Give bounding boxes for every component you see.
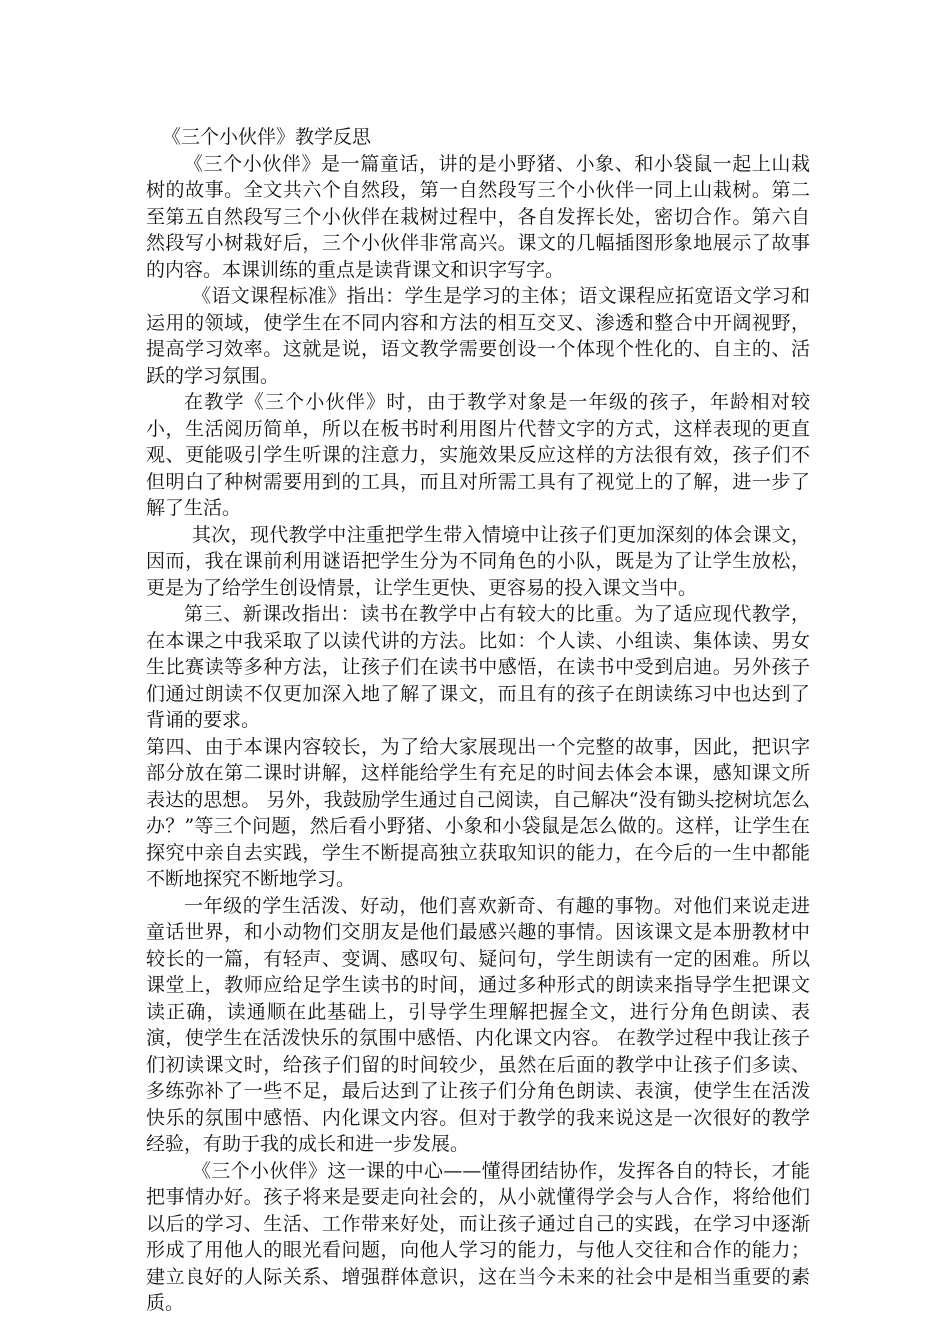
paragraph-conclusion: 《三个小伙伴》这一课的中心——懂得团结协作，发挥各自的特长，才能把事情办好。孩子将来是要走向社会的，从小就懂得学会与人合作，将给他们以后的学习、生活、工作带来好处，而让孩子通过自己的实践，在学习中逐渐形成了用他人的眼光看问题，向他人学习的能力，与他人交往和合作的能力；建立良好的人际关系、增强群体意识，这在当今未来的社会中是相当重要的素质。 [146,1159,810,1314]
paragraph-teaching-approach: 在教学《三个小伙伴》时，由于教学对象是一年级的孩子，年龄相对较小，生活阅历简单，所以在板书时利用图片代替文字的方式，这样表现的更直观、更能吸引学生听课的注意力，实施效果反应这样的方法很有效，孩子们不但明白了种树需要用到的工具，而且对所需工具有了视觉上的了解，进一步了解了生活。 [146,391,810,519]
paragraph-secondly: 其次，现代教学中注重把学生带入情境中让孩子们更加深刻的体会课文，因而，我在课前利用谜语把学生分为不同角色的小队，既是为了让学生放松，更是为了给学生创设情景，让学生更快、更容易的投入课文当中。 [146,523,810,599]
paragraph-intro: 《三个小伙伴》是一篇童话，讲的是小野猪、小象、和小袋鼠一起上山栽树的故事。全文共六个自然段，第一自然段写三个小伙伴一同上山栽树。第二至第五自然段写三个小伙伴在栽树过程中，各自发挥长处，密切合作。第六自然段写小树栽好后，三个小伙伴非常高兴。课文的几幅插图形象地展示了故事的内容。本课训练的重点是读背课文和识字写字。 [146,152,810,281]
paragraph-thirdly: 第三、新课改指出：读书在教学中占有较大的比重。为了适应现代教学，在本课之中我采取了以读代讲的方法。比如：个人读、小组读、集体读、男女生比赛读等多种方法，让孩子们在读书中感悟，在读书中受到启迪。另外孩子们通过朗读不仅更加深入地了解了课文，而且有的孩子在朗读练习中也达到了背诵的要求。 [146,603,810,731]
paragraph-fourthly: 第四、由于本课内容较长，为了给大家展现出一个完整的故事，因此，把识字部分放在第二课时讲解，这样能给学生有充足的时间去体会本课，感知课文所表达的思想。 另外，我鼓励学生通过自己阅读，自己解决“没有锄头挖树坑怎么办？”等三个问题，然后看小野猪、小象和小袋鼠是怎么做的。这样，让学生在探究中亲自去实践，学生不断提高独立获取知识的能力，在今后的一生中都能不断地探究不断地学习。 [146,735,810,890]
paragraph-curriculum-standard: 《语文课程标准》指出：学生是学习的主体；语文课程应拓宽语文学习和运用的领域，使学生在不同内容和方法的相互交叉、渗透和整合中开阔视野，提高学习效率。这就是说，语文教学需要创设一个体现个性化的、自主的、活跃的学习氛围。 [146,285,810,387]
paragraph-first-grade: 一年级的学生活泼、好动，他们喜欢新奇、有趣的事物。对他们来说走进童话世界，和小动物们交朋友是他们最感兴趣的事情。因该课文是本册教材中较长的一篇，有轻声、变调、感叹句、疑问句，学生朗读有一定的困难。所以课堂上，教师应给足学生读书的时间，通过多种形式的朗读来指导学生把课文读正确，读通顺在此基础上，引导学生理解把握全文，进行分角色朗读、表演，使学生在活泼快乐的氛围中感悟、内化课文内容。 在教学过程中我让孩子们初读课文时，给孩子们留的时间较少，虽然在后面的教学中让孩子们多读、多练弥补了一些不足，最后达到了让孩子们分角色朗读、表演，使学生在活泼快乐的氛围中感悟、内化课文内容。但对于教学的我来说这是一次很好的教学经验，有助于我的成长和进一步发展。 [146,894,810,1155]
document-title: 《三个小伙伴》教学反思 [162,126,372,148]
document-body [146,124,810,1317]
